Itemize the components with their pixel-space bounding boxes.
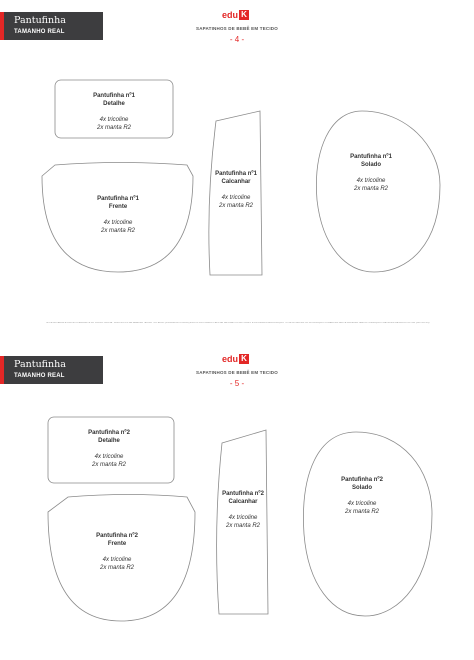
solado-outline: [303, 432, 432, 616]
piece-calcanhar: Pantufinha nº1 Calcanhar 4x tricoline 2x manta R2: [215, 171, 257, 209]
banner-title: Pantufinha: [14, 15, 66, 26]
piece-frente: Pantufinha nº2 Frente 4x tricoline 2x manta R2: [96, 533, 138, 571]
page-5: [0, 344, 474, 660]
page-number: - 4 -: [229, 35, 245, 44]
piece-frente: Pantufinha nº1 Frente 4x tricoline 2x manta R2: [97, 196, 139, 234]
logo-text: edu: [222, 10, 239, 20]
piece-detalhe: Pantufinha nº1 Detalhe 4x tricoline 2x manta R2: [93, 93, 135, 131]
course-subtitle: SAPATINHOS DE BEBÊ EM TECIDO: [196, 26, 278, 31]
piece-solado: Pantufinha nº2 Solado 4x tricoline 2x manta R2: [341, 477, 383, 515]
page-number: - 5 -: [229, 379, 245, 388]
page-4: [0, 0, 474, 316]
piece-calcanhar: Pantufinha nº2 Calcanhar 4x tricoline 2x manta R2: [222, 491, 264, 529]
banner-subtitle: TAMANHO REAL: [14, 373, 65, 379]
course-subtitle: SAPATINHOS DE BEBÊ EM TECIDO: [196, 370, 278, 375]
logo-mark: K: [239, 10, 249, 20]
copyright-notice: ESTE MATERIAL É PARTE INTEGRANTE DO CURSO ONLINE "SAPATINHOS DE BEBÊ EM TECIDO" DO EDUK (WWW.EDUK.COM.BR) E ESTÁ PROTEGIDO PELA LEI DE DIREITOS AUTORAIS. É PROIBIDA A REPRODUÇÃO TOTAL E PARCIAL OU DIVULGAÇÃO COMERCIAL DESTE MATERIAL SEM AUTORIZAÇÃO PRÉVIA EXPRESSA DO AUTOR (ARTIGO 29): [46, 322, 430, 324]
piece-solado: Pantufinha nº1 Solado 4x tricoline 2x manta R2: [350, 154, 392, 192]
logo-mark: K: [239, 354, 249, 364]
banner-title: Pantufinha: [14, 359, 66, 370]
banner-subtitle: TAMANHO REAL: [14, 29, 65, 35]
logo-text: edu: [222, 354, 239, 364]
piece-detalhe: Pantufinha nº2 Detalhe 4x tricoline 2x manta R2: [88, 430, 130, 468]
